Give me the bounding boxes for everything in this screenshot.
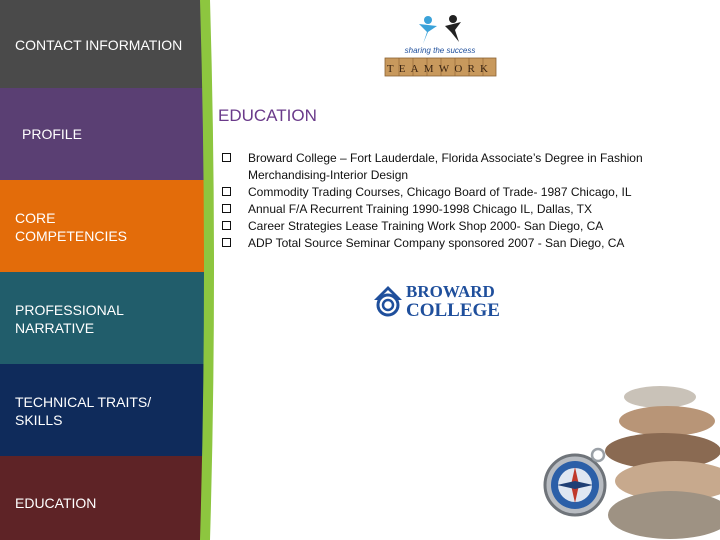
list-item [222,184,692,201]
list-item [222,235,692,252]
college-name-line1: BROWARD [406,282,495,301]
sidebar-item-label: EDUCATION [15,495,97,511]
checkbox-bullet-icon [222,204,231,213]
list-item [222,150,692,184]
list-item-text: Broward College – Fort Lauderdale, Florida Associate’s Degree in Fashion Merchandising-Interior Design [248,151,643,182]
compass-icon [545,449,605,515]
sidebar-nav [0,0,215,540]
stones-compass-image [535,335,720,540]
sidebar-item-core-competencies[interactable] [0,180,210,272]
list-item [222,218,692,235]
sidebar-item-label: PROFILE [22,126,82,142]
checkbox-bullet-icon [222,153,231,162]
list-item [222,201,692,218]
college-emblem-icon [374,286,402,315]
college-name-line2: COLLEGE [406,300,500,320]
broward-college-logo [372,278,512,320]
list-item-text: Commodity Trading Courses, Chicago Board of Trade- 1987 Chicago, IL [248,185,632,199]
list-item-text: Career Strategies Lease Training Work Shop 2000- San Diego, CA [248,219,604,233]
sidebar-item-contact-information[interactable] [0,0,210,88]
teamwork-logo [383,14,498,80]
checkbox-bullet-icon [222,187,231,196]
sidebar-item-profile[interactable] [0,88,210,180]
list-item-text: Annual F/A Recurrent Training 1990-1998 Chicago IL, Dallas, TX [248,202,592,216]
logo-word: TEAMWORK [386,63,494,75]
education-list [222,150,692,252]
sidebar-item-label: TECHNICAL TRAITS/ SKILLS [15,394,152,428]
sidebar-item-label: CORE COMPETENCIES [15,210,128,244]
sidebar-item-education[interactable] [0,456,210,540]
list-item-text: ADP Total Source Seminar Company sponsored 2007 - San Diego, CA [248,236,625,250]
teamwork-tiles [385,58,496,76]
logo-tagline: sharing the success [404,46,476,55]
checkbox-bullet-icon [222,238,231,247]
sidebar-item-label: CONTACT INFORMATION [15,37,183,53]
sidebar-item-professional-narrative[interactable] [0,272,210,364]
accent-stripe [200,0,218,540]
checkbox-bullet-icon [222,221,231,230]
page-title: EDUCATION [218,106,317,125]
people-icon [419,15,461,44]
sidebar-item-technical-traits-skills[interactable] [0,364,210,456]
sidebar-item-label: PROFESSIONAL NARRATIVE [15,302,124,336]
